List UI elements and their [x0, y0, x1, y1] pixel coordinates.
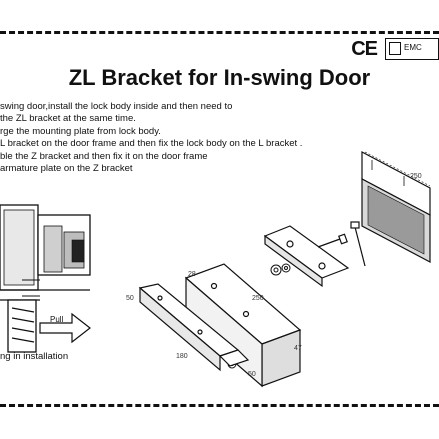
instruction-step-4: L bracket on the door frame and then fix the lock body on the L bracket . [0, 138, 303, 150]
lock-body [362, 152, 430, 262]
l-length-label: 250 [252, 295, 264, 302]
instruction-step-1: swing door,install the lock body inside and then need to [0, 101, 233, 112]
pull-arrow-icon [40, 314, 90, 342]
armature-plate [265, 226, 348, 286]
z-width-label: 50 [248, 371, 256, 378]
bottom-dashed-border [0, 404, 439, 407]
instruction-step-2: the ZL bracket at the same time. [0, 113, 136, 125]
l-top-width-label: 28 [188, 271, 196, 278]
lock-length-label: 250 [410, 173, 422, 180]
instruction-step-3: rge the mounting plate from lock body. [0, 125, 161, 137]
ce-mark-icon: CE [351, 38, 377, 60]
tuv-label: EMC [404, 43, 422, 52]
instruction-step-6: armature plate on the Z bracket [0, 163, 133, 175]
page-title: ZL Bracket for In-swing Door [68, 65, 371, 90]
instruction-step-5: ble the Z bracket and then fix it on the door frame [0, 150, 208, 162]
z-length-label: 180 [176, 353, 188, 360]
pull-label: Pull [50, 315, 64, 324]
figure-caption: ng in installation [0, 351, 69, 362]
l-height-label: 47 [294, 345, 302, 352]
l-depth-label: 50 [126, 295, 134, 302]
